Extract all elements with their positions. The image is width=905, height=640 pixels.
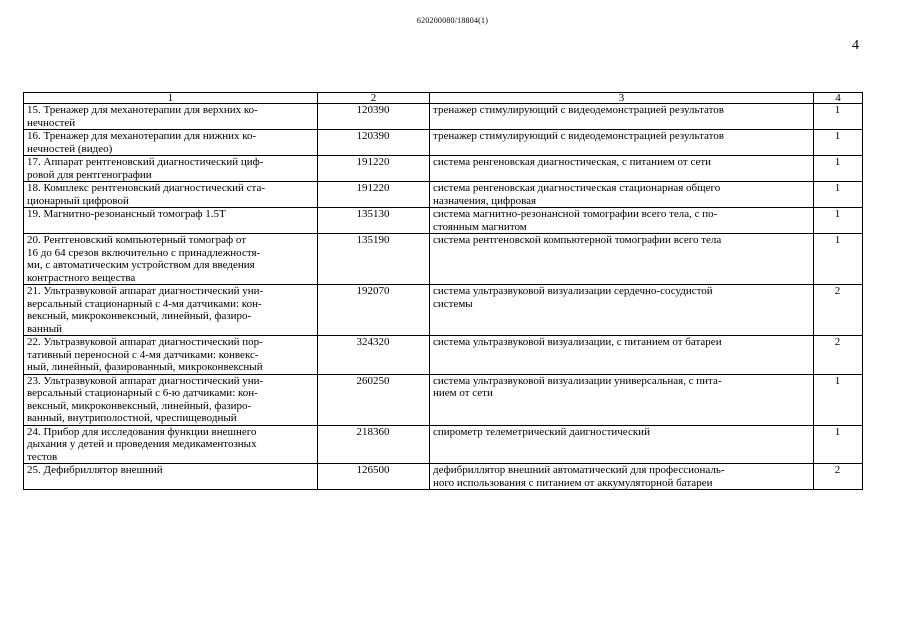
- table-row: [24, 130, 863, 156]
- table-row: [24, 336, 863, 375]
- code-cell: 120390: [318, 104, 430, 130]
- description-cell: система рентгеновской компьютерной томографии всего тела: [430, 234, 814, 285]
- description-cell: система ренгеновская диагностическая, с питанием от сети: [430, 156, 814, 182]
- table-row: [24, 285, 863, 336]
- quantity-cell: 1: [814, 130, 863, 156]
- table-row: [24, 208, 863, 234]
- table-row: [24, 182, 863, 208]
- quantity-cell: 1: [814, 425, 863, 464]
- code-cell: 120390: [318, 130, 430, 156]
- equipment-name-cell: 24. Прибор для исследования функции внешнего дыхания у детей и проведения медикаментозных тестов: [24, 425, 318, 464]
- code-cell: 191220: [318, 156, 430, 182]
- equipment-name-cell: 19. Магнитно-резонансный томограф 1.5Т: [24, 208, 318, 234]
- quantity-cell: 1: [814, 374, 863, 425]
- table-row: [24, 464, 863, 490]
- equipment-name-cell: 18. Комплекс рентгеновский диагностический ста- ционарный цифровой: [24, 182, 318, 208]
- equipment-name-cell: 23. Ультразвуковой аппарат диагностический уни- версальный стационарный с 6-ю датчиками: кон- вексный, микроконвексный, линейный, фазиро- ванный, внутриполостной, чреспищеводный: [24, 374, 318, 425]
- code-cell: 260250: [318, 374, 430, 425]
- code-cell: 126500: [318, 464, 430, 490]
- description-cell: система ультразвуковой визуализации, с питанием от батареи: [430, 336, 814, 375]
- quantity-cell: 1: [814, 104, 863, 130]
- table-row: [24, 425, 863, 464]
- equipment-name-cell: 25. Дефибриллятор внешний: [24, 464, 318, 490]
- code-cell: 135130: [318, 208, 430, 234]
- equipment-name-cell: 15. Тренажер для механотерапии для верхних ко- нечностей: [24, 104, 318, 130]
- table-header-row: [24, 93, 863, 104]
- quantity-cell: 2: [814, 336, 863, 375]
- code-cell: 191220: [318, 182, 430, 208]
- column-header: 3: [430, 93, 814, 104]
- column-header: 4: [814, 93, 863, 104]
- quantity-cell: 1: [814, 234, 863, 285]
- table-row: [24, 156, 863, 182]
- description-cell: тренажер стимулирующий с видеодемонстрацией результатов: [430, 104, 814, 130]
- equipment-table: [23, 92, 863, 490]
- equipment-name-cell: 22. Ультразвуковой аппарат диагностический пор- тативный переносной с 4-мя датчиками: конвекс- ный, линейный, фазированный, микроконвексный: [24, 336, 318, 375]
- equipment-name-cell: 17. Аппарат рентгеновский диагностический циф- ровой для рентгенографии: [24, 156, 318, 182]
- table-row: [24, 234, 863, 285]
- description-cell: система ультразвуковой визуализации сердечно-сосудистой системы: [430, 285, 814, 336]
- equipment-name-cell: 16. Тренажер для механотерапии для нижних ко- нечностей (видео): [24, 130, 318, 156]
- quantity-cell: 2: [814, 285, 863, 336]
- quantity-cell: 1: [814, 182, 863, 208]
- table-row: [24, 374, 863, 425]
- document-id: 620200080/18804(1): [416, 16, 489, 25]
- quantity-cell: 1: [814, 208, 863, 234]
- equipment-name-cell: 20. Рентгеновский компьютерный томограф от 16 до 64 срезов включительно с принадлежностя- ми, с автоматическим устройством для введения контрастного вещества: [24, 234, 318, 285]
- description-cell: спирометр телеметрический даигностический: [430, 425, 814, 464]
- quantity-cell: 2: [814, 464, 863, 490]
- description-cell: система ренгеновская диагностическая стационарная общего назначения, цифровая: [430, 182, 814, 208]
- description-cell: тренажер стимулирующий с видеодемонстрацией результатов: [430, 130, 814, 156]
- description-cell: система магнитно-резонансной томографии всего тела, с по- стоянным магнитом: [430, 208, 814, 234]
- column-header: 1: [24, 93, 318, 104]
- code-cell: 324320: [318, 336, 430, 375]
- column-header: 2: [318, 93, 430, 104]
- description-cell: дефибриллятор внешний автоматический для профессиональ- ного использования с питанием от аккумуляторной батареи: [430, 464, 814, 490]
- code-cell: 135190: [318, 234, 430, 285]
- code-cell: 218360: [318, 425, 430, 464]
- quantity-cell: 1: [814, 156, 863, 182]
- equipment-name-cell: 21. Ультразвуковой аппарат диагностический уни- версальный стационарный с 4-мя датчиками: кон- вексный, микроконвексный, линейный, фазиро- ванный: [24, 285, 318, 336]
- table-row: [24, 104, 863, 130]
- code-cell: 192070: [318, 285, 430, 336]
- page-number: 4: [852, 38, 859, 53]
- description-cell: система ультразвуковой визуализации универсальная, с пита- нием от сети: [430, 374, 814, 425]
